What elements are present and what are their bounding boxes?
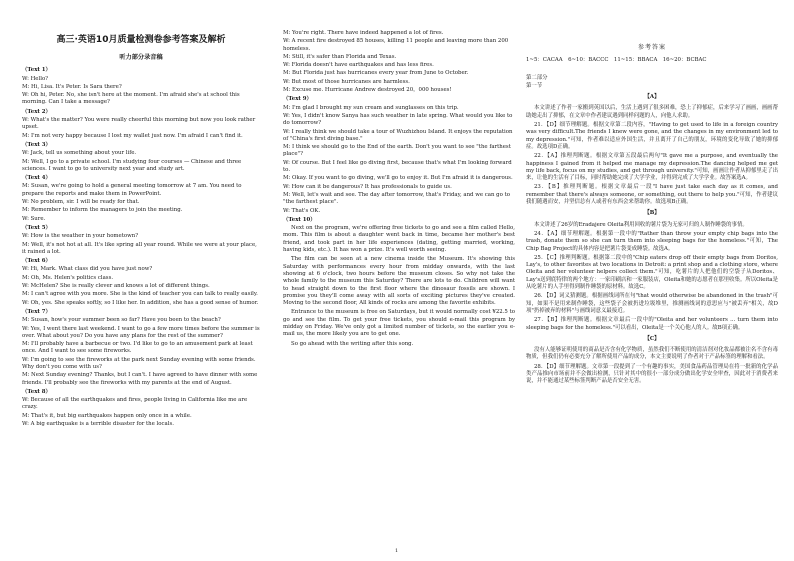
dialogue-line: W: Because of all the earthquakes and fires, people living in California like me are crazy. [22,397,248,411]
explanation-paragraph: 25．【C】推理判断题。根据第二段中的"Chip eaters drop off their empty bags from Doritos, Lay's, to other favorites at two locations in Detroit: a print shop and a clothing store, where Oleita and her volunteer helpers collect them."可知，吃薯片的人把他们的空袋子从Doritos、Lay's送到底特律的两个地方：一家印刷店和一家服装店，Oleita和她的志愿者在那里收集。所以Oleita是从吃薯片的人手里得到制作睡袋的原材料。故选C。 [526,254,778,291]
text-label: （Text 5） [22,224,51,231]
dialogue-line: M: But Florida just has hurricanes every year from June to October. [283,70,469,77]
dialogue-line: M: Hi, Lisa. It's Peter. Is Sara there? [22,83,122,90]
dialogue-line: W: Of course. But I feel like go diving first, because that's what I'm looking forward to. [283,159,512,174]
dialogue-line: W: I'm going to see the fireworks at the park next Sunday evening with some friends. Why don't you come with us? [22,356,256,370]
dialogue-line: W: What's the matter? You were really cheerful this morning but now you look rather upset. [22,117,256,131]
dialogue-line: W: Yes, I went there last weekend. I want to go a few more times before the summer is over. What about you? Do you have any plans for the rest of the summer? [22,325,260,339]
dialogue-line: M: That's it, but big earthquakes happen only once in a while. [22,412,192,419]
dialogue-line: M: Okay. If you want to go diving, we'll go to enjoy it. But I'm afraid it is dangerous. [283,175,513,182]
explanation-paragraph: 23．【B】推理判断题。根据文章最后一段"I have just take each day as it comes, and remember that there's always someone, or something, out there to help you."可知，作者建议我们随遇而安，并坚信总有人或者有东西会来帮助你。故选项B正确。 [526,184,778,206]
listening-texts-part2 [283,96,515,214]
listening-heading: 听力部分录音稿 [119,54,163,61]
dialogue-line: W: McHelen? She is really clever and knows a lot of different things. [22,283,210,290]
section-label: 第一节 [526,82,543,89]
dialogue-line: M: Next Sunday evening? Thanks, but I can't. I have agreed to have dinner with some friends. I'll probably see the fireworks with my parents at the end of August. [22,372,258,386]
dialogue-line: M: I think we should go to the End of the earth. Don't you want to see "the farthest place"? [283,144,511,158]
dialogue-line: M: Excuse me. Hurricane Andrew destroyed 20，000 houses! [283,87,452,94]
dialogue-line: W: Yes, I didn't know Sanya has such weather in late spring. What would you like to do tomorrow? [283,112,513,127]
dialogue-line: W: That's OK. [283,207,321,214]
dialogue-line: W: A big earthquake is a terrible disaster for the locals. [22,421,174,428]
dialogue-line: M: Susan, we're going to hold a general meeting tomorrow at 7 am. You need to prepare the reports and make them in PowerPoint. [22,183,242,197]
text-label: （Text 1） [22,67,51,74]
dialogue-line: W: Oh hi, Peter. No, she isn't here at the moment. I'm afraid she's at school this morning. Can I take a message? [22,92,240,106]
text8-continuation [283,30,515,94]
dialogue-line: W: Hi, Mark. What class did you have just now? [22,266,153,273]
dialogue-line: M: Well, it's not hot at all. It's like spring all year round. While we were at your place, it rained a lot. [22,241,257,255]
dialogue-line: W: But most of those hurricanes are harmless. [283,78,410,85]
dialogue-line: M: I can't agree with you more. She is the kind of teacher you can talk to really easily. [22,291,258,298]
dialogue-line: W: Florida doesn't have earthquakes and has less fires. [283,62,434,69]
text-label: （Text 8） [22,388,51,395]
explanation-paragraph: 本文讲述了作者一家搬到英国以后，生活上遇到了很多困难，恐上了抑郁症，后来学习了画画，画画帮助她走出了抑郁，在文章中作者建议遇到同样问题的人，向他人求助。 [526,105,778,119]
part-label: 第二部分 [526,74,548,81]
dialogue-line: W: Oh, yes. She speaks softly, so I like her. In addition, she has a good sense of humor. [22,299,259,306]
monologue-paragraph: Next on the program, we're offering free tickets to go and see a film called Hello, mom. This film is about a daughter went back in time, became her mother's best friend, and took part in her life experiences (dating, getting married, working, having kids, etc.). It has won a prize. It's well worth seeing. [283,225,515,254]
passage-label: 【C】 [644,335,660,342]
column-middle [283,30,515,350]
answer-key-line: 1~5：CACAA 6~10：BACCC 11~15：BBACA 16~20：BCBAC [526,57,707,64]
dialogue-line: M: Oh, Ms. Helen's politics class. [22,274,114,281]
dialogue-line: M: Well, I go to a private school. I'm studying four courses — Chinese and three sciences. I want to go to university next year and study art. [22,158,242,172]
explanation-paragraph: 26．【D】词义猜测题。根据画线词所在句"that would otherwise be abandoned in the trash"可知，如果不是用来制作睡袋，这些袋子会被扔进垃圾堆里，推测画线词的意思应与"被丢弃"相关，故D项"扔掉被弃的材料"与画线词意义最接近。 [526,293,778,314]
dialogue-line: W: Hello? [22,75,49,82]
column-left [22,30,260,429]
dialogue-line: M: You're right. There have indeed happened a lot of fires. [283,30,444,36]
document-title: 高三·英语10月质量检测卷参考答案及解析 [56,35,226,45]
explanation-paragraph: 27．【B】推理判断题。根据文章最后一段中的"Oleita and her volunteers ... turn them into sleeping bags for the homeless."可以看出，Oleita是一个关心他人的人。故B项正确。 [526,317,778,331]
explanation-paragraph: 24．【A】细节理解题。根据第一段中的"Rather than throw your empty chip bags into the trash, donate them so she can turn them into sleeping bags for the homeless."可知，The Chip Bag Project的具体内容是把薯片袋变成睡袋。故选A。 [526,230,778,252]
dialogue-line: M: I'm glad I brought my sun cream and sunglasses on this trip. [283,104,459,111]
monologue-paragraph: So go ahead with the writing after this song. [291,340,414,347]
explanation-paragraph: 21．【D】细节理解题。根据文章第二段内容，"Having to get used to life in a foreign country was very difficult.The friends I knew were gone, and the changes in my environment led to my depression."可知，作者难以适应外国生活，并且离开了自己的朋友，环境的变化导致了她的抑郁症。故选项D正确。 [526,122,778,150]
text10-label: （Text 10） [283,216,316,223]
monologue-paragraph: The film can be seen at a new cinema inside the Museum. It's showing this Saturday with performances every hour from midday onwards, with the last showing at 6 o'clock, two hours before the museum closes. So why not take the whole family to the museum this Saturday? There are lots to do. Children will want to head straight down to the first floor where the dinosaur fossils are shown. I promise you they'll come away with all sorts of exciting pictures they've created. Moving to the second floor, All kinds of rocks are among the favorite exhibits. [283,256,515,307]
page-number: 1 [395,548,399,554]
explanation-paragraph: 28．【D】细节理解题。文章第一段提到了一个有趣的事实，美国食品药品管理局在将一批新的化学品类产品推向市场前并不会做出检测，只针对其中的很小一部分成分做出化学安全审查，因此对于消费者来说，并不能通过某些标签判断产品是否安全无害。 [526,363,778,385]
explanation-paragraph: 本文讲述了26岁的Eradajere Oleita利用回收的薯片袋为无家可归的人制作睡袋的事情。 [534,221,748,228]
dialogue-line: W: How can it be dangerous? It has professionals to guide us. [283,183,452,190]
text10-body [283,225,515,348]
dialogue-line: M: Remember to inform the managers to join the meeting. [22,207,183,214]
explanation-paragraph: 没有人能够证明使用的商品是否含有化学物质，虽然我们不断使用的清洁剂对化妆品都被注名不含有毒物质，但我们仍有必要充分了解所使用产品的成分，本文主要说明了作者对于产品标签的理解和看法。 [526,347,778,361]
text-label: （Text 2） [22,108,51,115]
explanation-paragraph: 22．【A】推理判断题。根据文章第五段最后两句"It gave me a purpose, and eventually the happiness I gained from it helped me manage my depression.The dancing helped me get my life back, focus on my studies, and get through university."可知，画画让作者从抑郁里走了出来，让他的生活有了目标，同时帮助她完成了大学学业，并得到完成了大学学业。故答案选A。 [526,153,778,182]
text-label: （Text 7） [22,308,51,315]
dialogue-line: M: Susan, how's your summer been so far? Have you been to the beach? [22,317,221,324]
text-label: （Text 4） [22,175,51,182]
listening-texts-part1 [22,67,260,428]
dialogue-line: W: I really think we should take a tour of Wuzhizhou Island. It enjoys the reputation of "China's first diving base." [283,128,513,142]
text-label: （Text 9） [283,96,312,103]
passage-label: 【B】 [644,210,660,217]
dialogue-line: M: I'm not very happy because I lost my wallet just now. I'm afraid I can't find it. [22,132,243,139]
dialogue-line: W: Sure. [22,215,46,222]
dialogue-line: W: A recent fire destroyed 85 houses, killing 11 people and leaving more than 200 homeless. [283,38,509,52]
passage-explanations [526,94,778,385]
text-label: （Text 3） [22,141,51,148]
column-right [526,30,778,388]
answers-heading: 参考答案 [637,44,666,51]
dialogue-line: W: How is the weather in your hometown? [22,233,139,240]
text-label: （Text 6） [22,258,51,265]
dialogue-line: W: Jack, tell us something about your life. [22,150,137,157]
monologue-paragraph: Entrance to the museum is free on Saturdays, but it would normally cost ¥22.5 to go and see the film. To get your free tickets, you should e-mail this program by midday on Friday. We've only got a limited number of tickets, so the earlier you e-mail us, the more likely you are to get one. [283,309,515,338]
dialogue-line: M: Still, it's safer than Florida and Texas. [283,53,397,60]
dialogue-line: W: No problem, sir. I will be ready for that. [22,199,140,206]
dialogue-line: M: Well, let's wait and see. The day after tomorrow, that's Friday, and we can go to "the farthest place". [283,191,510,206]
dialogue-line: M: I'll probably have a barbecue or two. I'd like to go to an amusement park at least once. And I want to see some fireworks. [22,341,253,355]
passage-label: 【A】 [644,94,660,101]
